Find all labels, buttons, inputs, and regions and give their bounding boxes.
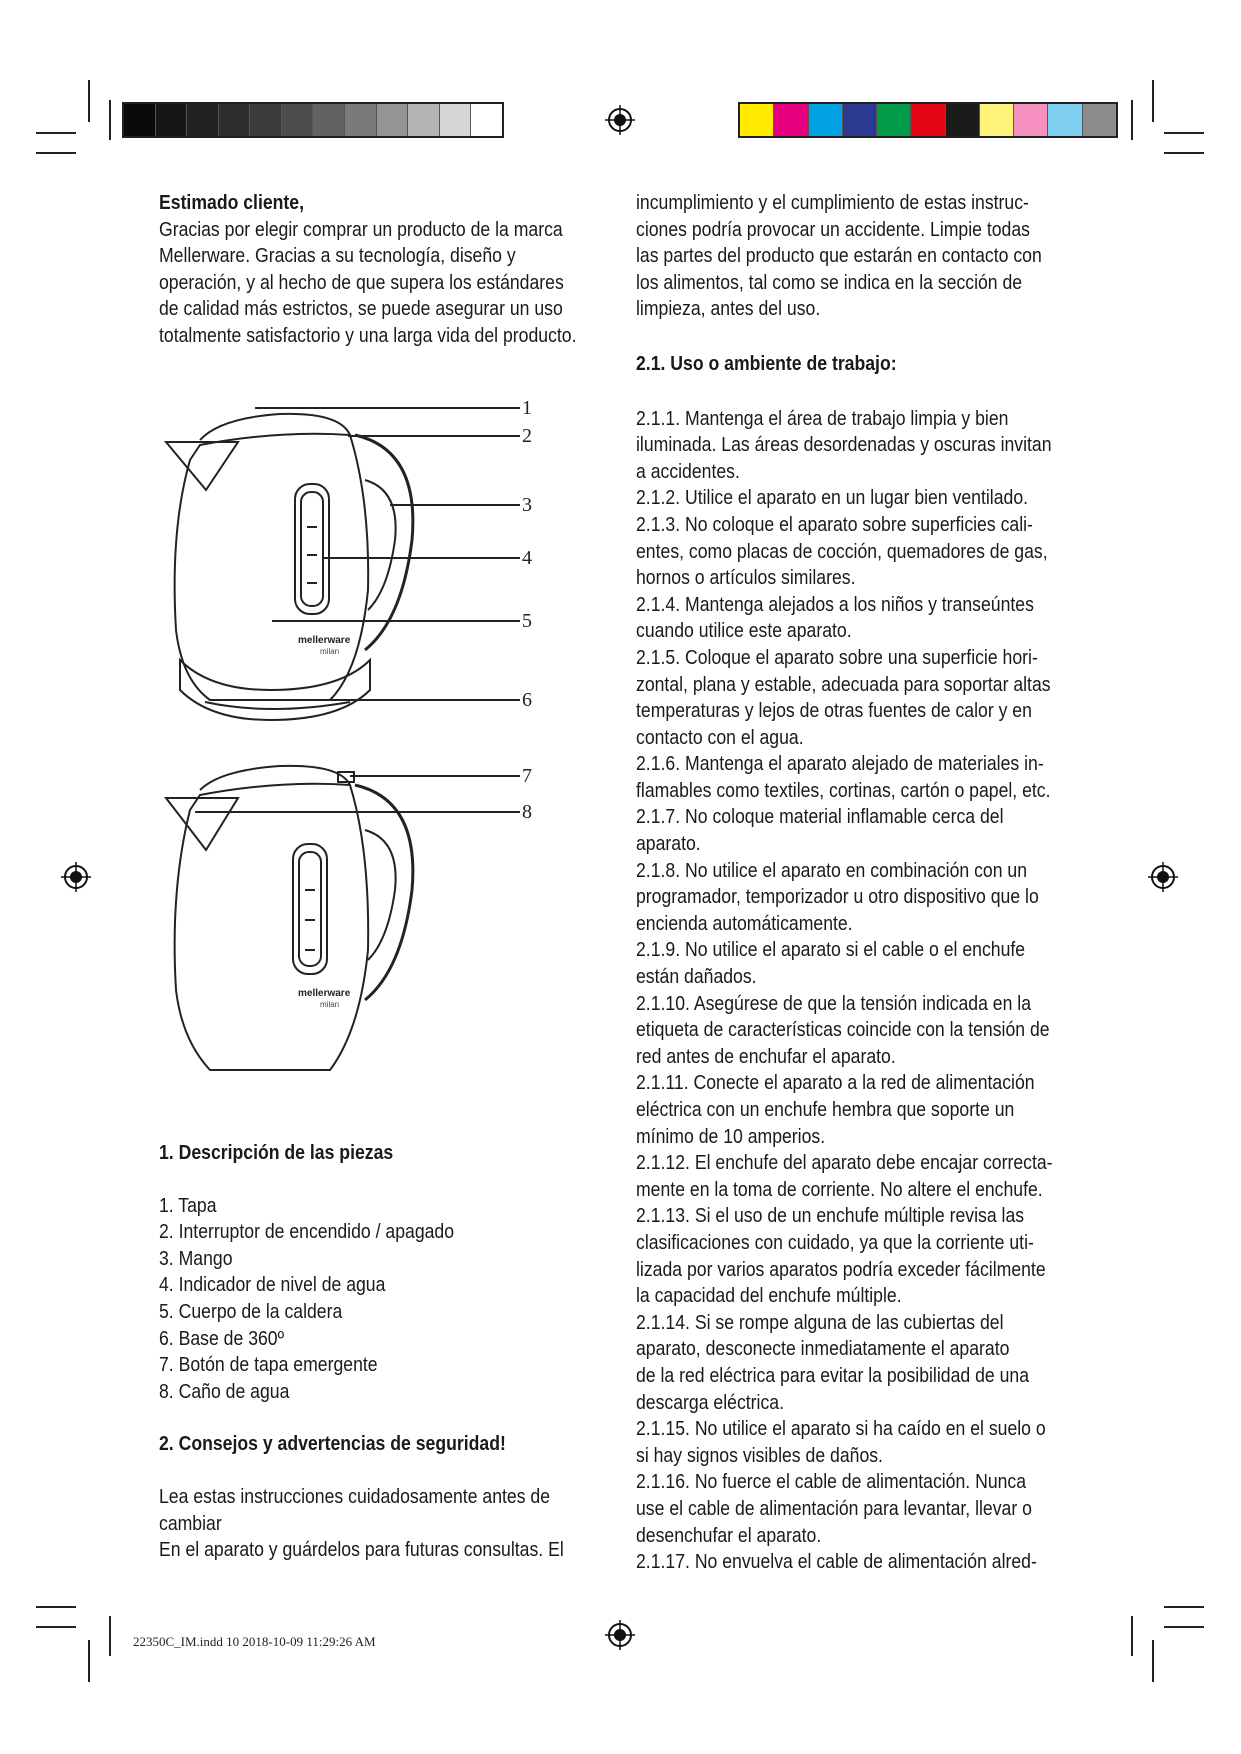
crop-mark — [1164, 152, 1204, 154]
safety-rule-line: 2.1.1. Mantenga el área de trabajo limpia y bien — [636, 406, 1009, 430]
safety-rule-line: programador, temporizador u otro dispositivo que lo — [636, 885, 1039, 909]
kettle-top-brand: mellerware — [298, 635, 351, 646]
gray-swatch — [186, 104, 218, 136]
crop-mark — [1164, 132, 1204, 134]
crop-mark — [36, 152, 76, 154]
safety-rule-line: a accidentes. — [636, 459, 740, 483]
safety-rule-line: zontal, plana y estable, adecuada para soportar altas — [636, 672, 1051, 696]
crop-mark — [1131, 1616, 1133, 1656]
registration-mark-icon — [605, 105, 635, 135]
kettle-bottom-spout — [166, 798, 238, 850]
safety-rule-line: de la red eléctrica para evitar la posibilidad de una — [636, 1363, 1030, 1387]
safety-rule-line: 2.1.16. No fuerce el cable de alimentación. Nunca — [636, 1470, 1027, 1494]
color-swatch — [910, 104, 944, 136]
callout-6: 6 — [522, 689, 532, 711]
color-swatch — [979, 104, 1013, 136]
safety-rules-list — [636, 406, 1083, 1576]
right-top-line: incumplimiento y el cumplimiento de estas instruc- — [636, 191, 1029, 214]
kettle-bottom-brand: mellerware — [298, 988, 351, 999]
safety-rule-line: la capacidad del enchufe múltiple. — [636, 1284, 902, 1308]
safety-rule-line: cuando utilice este aparato. — [636, 619, 852, 643]
safety-rule-line: clasificaciones con cuidado, ya que la corriente uti- — [636, 1230, 1034, 1254]
gray-swatch — [376, 104, 408, 136]
safety-rule-line: 2.1.12. El enchufe del aparato debe encajar correcta- — [636, 1151, 1053, 1175]
safety-rule-line: eléctrica con un enchufe hembra que soporte un — [636, 1098, 1015, 1121]
callout-3: 3 — [522, 494, 532, 516]
color-swatch — [808, 104, 842, 136]
safety-rule-line: 2.1.11. Conecte el aparato a la red de alimentación — [636, 1071, 1035, 1095]
gray-swatch — [218, 104, 250, 136]
safety-rule-line: 2.1.7. No coloque material inflamable cerca del — [636, 805, 1004, 829]
safety-line: Lea estas instrucciones cuidadosamente antes de — [159, 1484, 551, 1508]
kettle-bottom-handle — [355, 785, 413, 1000]
parts-heading: 1. Descripción de las piezas — [159, 1141, 394, 1164]
registration-mark-icon — [605, 1620, 635, 1650]
crop-mark — [88, 80, 90, 122]
parts-item: 2. Interruptor de encendido / apagado — [159, 1220, 455, 1244]
kettle-bottom-body — [175, 784, 369, 1070]
color-swatch — [1082, 104, 1116, 136]
crop-mark — [1152, 1640, 1154, 1682]
color-swatch — [1047, 104, 1081, 136]
print-slug: 22350C_IM.indd 10 2018-10-09 11:29:26 AM — [133, 1634, 376, 1649]
parts-block — [159, 1140, 606, 1564]
section-subheading: 2.1. Uso o ambiente de trabajo: — [636, 351, 897, 375]
safety-rule-line: descarga eléctrica. — [636, 1390, 784, 1414]
crop-mark — [36, 1626, 76, 1628]
registration-mark-icon — [1148, 862, 1178, 892]
color-swatch — [773, 104, 807, 136]
crop-mark — [109, 100, 111, 140]
right-top-line: ciones podría provocar un accidente. Limpie todas — [636, 217, 1030, 241]
safety-rule-line: mente en la toma de corriente. No altere el enchufe. — [636, 1177, 1043, 1201]
safety-rule-line: 2.1.8. No utilice el aparato en combinación con un — [636, 858, 1028, 882]
safety-rule-line: 2.1.4. Mantenga alejados a los niños y transeúntes — [636, 592, 1034, 616]
safety-rule-line: 2.1.15. No utilice el aparato si ha caído en el suelo o — [636, 1417, 1046, 1441]
gray-swatch — [249, 104, 281, 136]
gray-swatch — [155, 104, 187, 136]
gray-swatch — [407, 104, 439, 136]
safety-rule-line: red antes de enchufar el aparato. — [636, 1044, 896, 1068]
safety-rule-line: 2.1.13. Si el uso de un enchufe múltiple revisa las — [636, 1204, 1025, 1228]
crop-mark — [1164, 1606, 1204, 1608]
safety-rule-line: 2.1.17. No envuelva el cable de alimentación alred- — [636, 1550, 1037, 1574]
parts-item: 4. Indicador de nivel de agua — [159, 1273, 386, 1297]
kettle-top-body — [175, 434, 369, 700]
safety-heading: 2. Consejos y advertencias de seguridad! — [159, 1432, 506, 1456]
gray-swatch — [344, 104, 376, 136]
safety-rule-line: iluminada. Las áreas desordenadas y oscuras invitan — [636, 433, 1052, 457]
gray-swatch — [281, 104, 313, 136]
kettle-bottom-model: milan — [320, 1000, 340, 1009]
callout-8: 8 — [522, 801, 532, 823]
intro-line: de calidad más estrictos, se puede asegurar un uso — [159, 297, 563, 321]
color-swatch — [876, 104, 910, 136]
parts-item: 7. Botón de tapa emergente — [159, 1353, 378, 1377]
color-swatch — [1013, 104, 1047, 136]
parts-item: 5. Cuerpo de la caldera — [159, 1299, 343, 1323]
intro-line: Gracias por elegir comprar un producto de la marca — [159, 217, 563, 241]
color-bar — [738, 102, 1118, 138]
callout-2: 2 — [522, 425, 532, 447]
right-top-line: limpieza, antes del uso. — [636, 297, 821, 321]
safety-rule-line: desenchufar el aparato. — [636, 1523, 822, 1547]
kettle-top-model: milan — [320, 647, 340, 656]
kettle-top-base — [180, 660, 370, 720]
safety-rule-line: etiqueta de características coincide con la tensión de — [636, 1018, 1050, 1042]
gray-swatch — [124, 104, 155, 136]
safety-line: En el aparato y guárdelos para futuras consultas. El — [159, 1538, 564, 1562]
parts-item: 6. Base de 360º — [159, 1326, 285, 1350]
crop-mark — [36, 1606, 76, 1608]
safety-rule-line: hornos o artículos similares. — [636, 566, 856, 590]
safety-rule-line: mínimo de 10 amperios. — [636, 1124, 826, 1148]
safety-rule-line: 2.1.3. No coloque el aparato sobre superficies cali- — [636, 512, 1033, 536]
safety-rule-line: temperaturas y lejos de otras fuentes de calor y en — [636, 699, 1032, 723]
crop-mark — [1164, 1626, 1204, 1628]
right-column — [636, 190, 1083, 1576]
kettle-bottom-lid — [200, 766, 350, 790]
crop-mark — [1152, 80, 1154, 122]
callout-7: 7 — [522, 765, 532, 787]
safety-rule-line: lizada por varios aparatos podría exceder fácilmente — [636, 1257, 1046, 1281]
callout-4: 4 — [522, 547, 532, 569]
registration-mark-icon — [61, 862, 91, 892]
safety-rule-line: 2.1.9. No utilice el aparato si el cable o el enchufe — [636, 938, 1026, 962]
crop-mark — [1131, 100, 1133, 140]
parts-item: 3. Mango — [159, 1246, 233, 1270]
safety-rule-line: aparato. — [636, 832, 701, 856]
intro-line: operación, y al hecho de que supera los estándares — [159, 270, 564, 294]
safety-rule-line: 2.1.14. Si se rompe alguna de las cubiertas del — [636, 1310, 1004, 1334]
safety-rule-line: encienda automáticamente. — [636, 911, 853, 935]
safety-rule-line: flamables como textiles, cortinas, cartón o papel, etc. — [636, 778, 1051, 802]
safety-rule-line: entes, como placas de cocción, quemadores de gas, — [636, 539, 1048, 563]
crop-mark — [109, 1616, 111, 1656]
color-swatch — [842, 104, 876, 136]
safety-rule-line: 2.1.10. Asegúrese de que la tensión indicada en la — [636, 991, 1032, 1015]
color-swatch — [945, 104, 979, 136]
parts-item: 1. Tapa — [159, 1193, 217, 1217]
safety-rule-line: 2.1.2. Utilice el aparato en un lugar bien ventilado. — [636, 486, 1029, 510]
right-top-line: los alimentos, tal como se indica en la sección de — [636, 270, 1023, 294]
parts-item: 8. Caño de agua — [159, 1379, 290, 1403]
kettle-top-spout — [166, 442, 238, 490]
right-top-line: las partes del producto que estarán en contacto con — [636, 244, 1042, 268]
intro-block — [159, 190, 606, 350]
kettle-diagram — [150, 390, 550, 1110]
intro-line: Mellerware. Gracias a su tecnología, diseño y — [159, 244, 516, 268]
safety-rule-line: 2.1.6. Mantenga el aparato alejado de materiales in- — [636, 752, 1044, 776]
gray-swatch — [470, 104, 502, 136]
safety-rule-line: contacto con el agua. — [636, 725, 804, 749]
crop-mark — [36, 132, 76, 134]
safety-rule-line: aparato, desconecte inmediatamente el aparato — [636, 1337, 1010, 1361]
gray-swatch — [439, 104, 471, 136]
greeting: Estimado cliente, — [159, 191, 305, 214]
intro-line: totalmente satisfactorio y una larga vida del producto. — [159, 323, 577, 347]
safety-line: cambiar — [159, 1511, 222, 1535]
safety-rule-line: 2.1.5. Coloque el aparato sobre una superficie hori- — [636, 645, 1038, 669]
callout-5: 5 — [522, 610, 532, 632]
callout-1: 1 — [522, 397, 532, 419]
color-swatch — [740, 104, 773, 136]
crop-mark — [88, 1640, 90, 1682]
safety-rule-line: están dañados. — [636, 965, 757, 989]
gray-swatch — [312, 104, 344, 136]
grayscale-bar — [122, 102, 504, 138]
safety-rule-line: si hay signos visibles de daños. — [636, 1443, 883, 1467]
safety-rule-line: use el cable de alimentación para levantar, llevar o — [636, 1496, 1032, 1520]
